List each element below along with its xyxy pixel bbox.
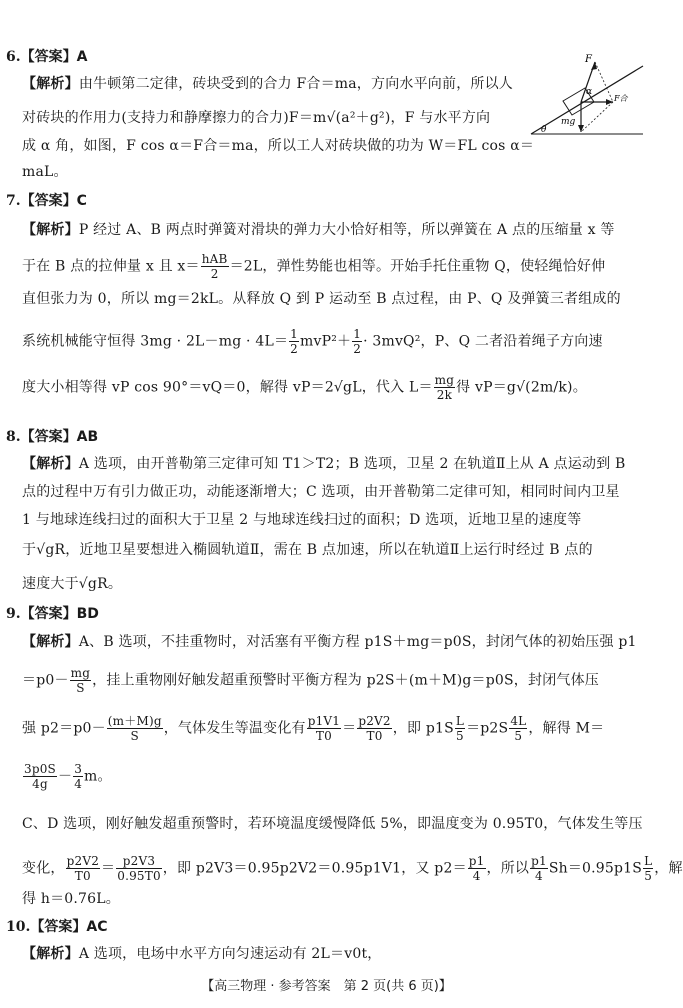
q9-frac-l5b: $\frac{L}{5}$ (644, 854, 653, 883)
q9-line-3 (22, 714, 604, 743)
q9-frac-p1v1: $\frac{p1V1}{T0}$ (307, 714, 341, 743)
q7-header (6, 192, 87, 210)
q9-text-3c: ＝ (342, 720, 357, 737)
q9-text-6c: ，即 p2V3＝0.95p2V2＝0.95p1V1，又 p2＝ (162, 860, 467, 877)
q6-line-4: maL。 (22, 164, 68, 180)
q9-frac-p2v2: $\frac{p2V2}{T0}$ (358, 714, 391, 743)
q7-line-5 (22, 373, 587, 402)
q7-text-1: P 经过 A、B 两点时弹簧对滑块的弹力大小恰好相等，所以弹簧在 A 点的压缩量 x 等 (78, 222, 615, 238)
q7-number: 7. (6, 193, 21, 209)
q6-answer-tag: 【答案】 (20, 49, 77, 65)
q9-line-1 (22, 632, 637, 652)
q7-frac-half-2: $\frac{1}{2}$ (353, 327, 362, 356)
q9-frac-mMg-s: $\frac{(m+M)g}{S}$ (107, 714, 162, 743)
q9-text-6e: Sh＝0.95p1S (548, 860, 643, 877)
q6-text-1: 由牛顿第二定律，砖块受到的合力 F合＝ma，方向水平向前，所以人 (78, 76, 513, 92)
q9-frac-3-4: $\frac{3}{4}$ (74, 762, 83, 791)
q10-text-1: A 选项，电场中水平方向匀速运动有 2L＝v0t， (78, 946, 382, 962)
q7-text-4a: 系统机械能守恒得 3mg · 2L－mg · 4L＝ (22, 333, 289, 350)
q6-line-2: 对砖块的作用力(支持力和静摩擦力的合力)F＝m√(a²＋g²)，F 与水平方向 (22, 110, 491, 126)
q9-text-3b: ，气体发生等温变化有 (163, 720, 306, 737)
q7-line-2 (22, 252, 605, 281)
q9-text-4b: m。 (84, 768, 112, 785)
q7-text-4b: mvP²＋ (300, 333, 352, 350)
q8-analysis-tag: 【解析】 (22, 456, 79, 472)
q8-text-1: A 选项，由开普勒第三定律可知 T1＞T2；B 选项，卫星 2 在轨道Ⅱ上从 A 点运动到 B (78, 456, 626, 472)
q10-header (6, 918, 107, 936)
q9-text-4a: － (57, 768, 73, 785)
q9-text-6b: ＝ (101, 860, 116, 877)
q9-line-7: 得 h＝0.76L。 (22, 891, 120, 907)
q9-number: 9. (6, 606, 21, 622)
q9-text-2a: ＝p0－ (22, 672, 69, 689)
q9-text-1: A、B 选项，不挂重物时，对活塞有平衡方程 p1S＋mg＝p0S，封闭气体的初始压强 p1 (78, 634, 637, 650)
q7-frac-mg-2k: $\frac{mg}{2k}$ (434, 373, 455, 402)
q7-text-4c: · 3mvQ²，P、Q 二者沿着绳子方向速 (363, 333, 603, 350)
q9-text-3e: ＝p2S (466, 720, 509, 737)
q8-line-5: 速度大于√gR。 (22, 576, 123, 592)
diagram-label-Fhe: F合 (614, 94, 628, 103)
q7-text-5b: 得 vP＝g√(2m/k)。 (456, 379, 587, 396)
q9-line-2 (22, 666, 599, 695)
q8-line-2: 点的过程中万有引力做正功，动能逐渐增大；C 选项，由开普勒第二定律可知，相同时间内卫星 (22, 484, 620, 500)
q9-frac-p2v3: $\frac{p2V3}{0.95T0}$ (117, 854, 161, 883)
q8-line-3: 1 与地球连线扫过的面积大于卫星 2 与地球连线扫过的面积；D 选项，近地卫星的速度等 (22, 512, 582, 528)
diagram-label-alpha: α (586, 87, 593, 97)
q6-answer: A (76, 49, 88, 65)
q9-frac-p2v2-t0: $\frac{p2V2}{T0}$ (66, 854, 100, 883)
q7-analysis-tag: 【解析】 (22, 222, 79, 238)
q9-frac-mg-s: $\frac{mg}{S}$ (70, 666, 91, 695)
q9-text-6f: ，解 (654, 860, 683, 877)
q9-answer-tag: 【答案】 (20, 606, 77, 622)
q7-text-2a: 于在 B 点的拉伸量 x 且 x＝ (22, 258, 200, 275)
q10-number: 10. (6, 919, 31, 935)
q9-frac-3p0s-4g: $\frac{3p0S}{4g}$ (24, 762, 56, 791)
q10-analysis-tag: 【解析】 (22, 946, 79, 962)
q9-line-4 (22, 762, 112, 791)
q9-text-3d: ，即 p1S (392, 720, 454, 737)
q9-text-6a: 变化， (22, 860, 65, 877)
q8-header (6, 428, 98, 446)
q9-text-3f: ，解得 M＝ (528, 720, 605, 737)
q9-frac-4l5: $\frac{4L}{5}$ (510, 714, 527, 743)
q10-answer: AC (86, 919, 108, 935)
q7-line-1 (22, 220, 615, 240)
q7-line-3: 直但张力为 0，所以 mg＝2kL。从释放 Q 到 P 运动至 B 点过程，由 P、Q 及弹簧三者组成的 (22, 291, 621, 307)
q9-header (6, 605, 99, 623)
q7-line-4 (22, 327, 603, 356)
q8-number: 8. (6, 429, 21, 445)
q6-header (6, 48, 87, 66)
q6-number: 6. (6, 49, 21, 65)
incline-force-diagram (525, 44, 647, 140)
q7-frac-half-1: $\frac{1}{2}$ (290, 327, 298, 356)
q6-line-3: 成 α 角，如图，F cos α＝F合＝ma，所以工人对砖块做的功为 W＝FL cos α＝ (22, 138, 535, 154)
q8-answer-tag: 【答案】 (20, 429, 77, 445)
diagram-label-theta: θ (541, 125, 547, 135)
page-footer: 【高三物理 · 参考答案 第 2 页(共 6 页)】 (201, 979, 452, 994)
q9-text-3a: 强 p2＝p0－ (22, 720, 106, 737)
q7-answer: C (76, 193, 87, 209)
q9-analysis-tag: 【解析】 (22, 634, 79, 650)
q6-line-1 (22, 74, 513, 94)
q9-answer: BD (76, 606, 99, 622)
q9-frac-p1-4a: $\frac{p1}{4}$ (468, 854, 485, 883)
q7-frac-hab: $\frac{\text{hAB}}{2}$ (201, 252, 228, 281)
q9-line-6 (22, 854, 683, 883)
q6-analysis-tag: 【解析】 (22, 76, 79, 92)
q7-text-2b: ＝2L，弹性势能也相等。开始手托住重物 Q，使轻绳恰好伸 (229, 258, 606, 275)
q9-text-2b: ，挂上重物刚好触发超重预警时平衡方程为 p2S＋(m＋M)g＝p0S，封闭气体压 (92, 672, 600, 689)
diagram-label-mg: mg (561, 117, 576, 127)
q8-line-4: 于√gR，近地卫星要想进入椭圆轨道Ⅱ，需在 B 点加速，所以在轨道Ⅱ上运行时经过 B 点的 (22, 542, 593, 558)
q9-line-5: C、D 选项，刚好触发超重预警时，若环境温度缓慢降低 5%，即温度变为 0.95T0，气体发生等压 (22, 816, 643, 832)
diagram-label-F: F (585, 54, 592, 65)
q9-frac-p1-4b: $\frac{p1}{4}$ (531, 854, 547, 883)
q9-frac-l5: $\frac{L}{5}$ (455, 714, 465, 743)
q8-line-1 (22, 454, 626, 474)
q7-text-5a: 度大小相等得 vP cos 90°＝vQ＝0，解得 vP＝2√gL，代入 L＝ (22, 379, 433, 396)
q10-answer-tag: 【答案】 (30, 919, 87, 935)
q7-answer-tag: 【答案】 (20, 193, 77, 209)
q8-answer: AB (76, 429, 99, 445)
q9-text-6d: ，所以 (486, 860, 530, 877)
q10-line-1 (22, 944, 381, 964)
